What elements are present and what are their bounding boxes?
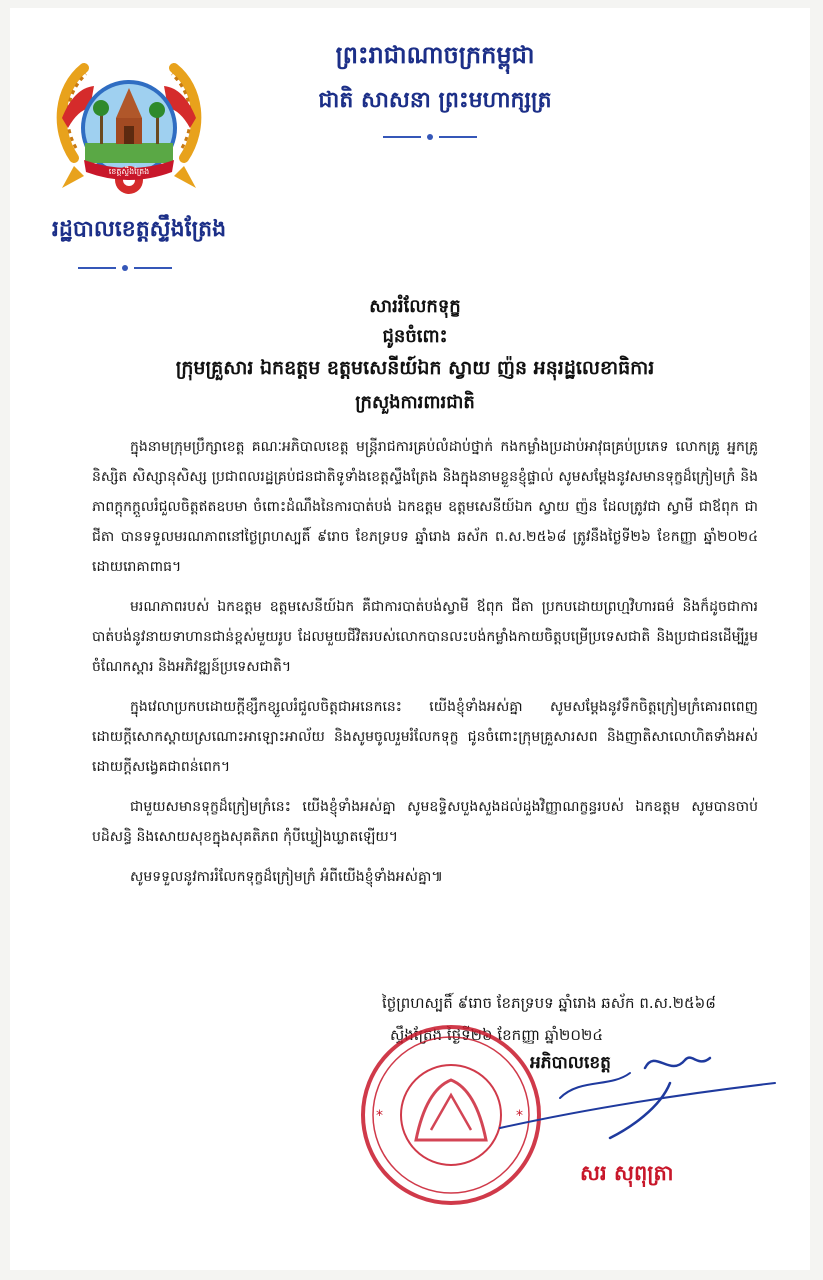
handwritten-signature [440,1038,780,1148]
paragraph: មរណភាពរបស់ ឯកឧត្តម ឧត្តមសេនីយ៍ឯក គឺជាការបាត់បង់ស្វាមី ឪពុក ជីតា ប្រកបដោយព្រហ្មវិហារធម៌ និងក៏ដូចជាការបាត់បង់នូវនាយទាហានជាន់ខ្ពស់មួយរូប ដែលមួយជីវិតរបស់លោកបានលះបង់កម្លាំងកាយចិត្តបម្រើប្រទេសជាតិ និងប្រជាជនដើម្បីរួមចំណែកស្តារ និងអភិវឌ្ឍន៍ប្រទេសជាតិ។ [92,599,758,675]
kingdom-title: ព្រះរាជាណាចក្រកម្ពុជា [335,41,535,69]
signer-name: សរ សុពុត្រា [580,1161,674,1185]
letter-body [92,432,758,902]
place-date: ស្ទឹងត្រែង ថ្ងៃទី២៦ ខែកញ្ញា ឆ្នាំ២០២៤ [390,1026,603,1044]
paragraph: ក្នុងនាមក្រុមប្រឹក្សាខេត្ត គណៈអភិបាលខេត្ត មន្ត្រីរាជការគ្រប់លំដាប់ថ្នាក់ កងកម្លាំងប្រដាប់អាវុធគ្រប់ប្រភេទ លោកគ្រូ អ្នកគ្រូ និស្សិត សិស្សានុសិស្ស ប្រជាពលរដ្ឋគ្រប់ជនជាតិទូទាំងខេត្តស្ទឹងត្រែង និងក្នុងនាមខ្លួនខ្ញុំផ្ទាល់ សូមសម្តែងនូវសមានទុក្ខដ៏ក្រៀមក្រំ និងភាពក្តុកក្តួលរំជួលចិត្តឥតឧបមា ចំពោះដំណឹងនៃការបាត់បង់ ឯកឧត្តម ឧត្តមសេនីយ៍ឯក ស្វាយ ញ៉ន ដែលត្រូវជា ស្វាមី ជាឪពុក ជាជីតា បានទទួលមរណភាពនៅថ្ងៃព្រហស្បតិ៍ ៩រោច ខែភទ្របទ ឆ្នាំរោង ឆស័ក ព.ស.២៥៦៨ ត្រូវនឹងថ្ងៃទី២៦ ខែកញ្ញា ឆ្នាំ២០២៤ ដោយរោគាពាធ។ [92,439,758,575]
recipient-line: ក្រុមគ្រួសារ ឯកឧត្តម ឧត្តមសេនីយ៍ឯក ស្វាយ ញ៉ន អនុរដ្ឋលេខាធិការ [175,357,655,379]
lunar-date: ថ្ងៃព្រហស្បតិ៍ ៩រោច ខែភទ្របទ ឆ្នាំរោង ឆស័ក ព.ស.២៥៦៨ [382,994,716,1012]
letter-heading: សាររំលែកទុក្ខ [369,296,461,317]
emblem-banner-text: ខេត្តស្ទឹងត្រែង [108,167,150,176]
paragraph: សូមទទួលនូវការរំលែកទុក្ខដ៏ក្រៀមក្រំ អំពីយើងខ្ញុំទាំងអស់គ្នា៕ [130,869,443,885]
header-ornament-left [60,263,190,273]
signer-title: អភិបាលខេត្ត [530,1053,611,1073]
letter-page [10,8,810,1270]
header-ornament-top [340,132,520,142]
svg-text:*: * [376,1108,383,1124]
paragraph: ជាមួយសមានទុក្ខដ៏ក្រៀមក្រំនេះ យើងខ្ញុំទាំងអស់គ្នា សូមឧទ្ទិសបួងសួងដល់ដួងវិញ្ញាណក្ខន្ធរបស់ ឯកឧត្តម សូមបានចាប់បដិសន្ធិ និងសោយសុខក្នុងសុគតិភព កុំបីឃ្លៀងឃ្លាតឡើយ។ [92,799,758,845]
svg-text:*: * [516,1108,523,1124]
addressed-to-label: ជូនចំពោះ [382,326,448,347]
province-admin-name: រដ្ឋបាលខេត្តស្ទឹងត្រែង [51,217,227,242]
paragraph: ក្នុងវេលាប្រកបដោយក្តីខ្សឹកខ្សួលរំជួលចិត្តជាអនេកនេះ យើងខ្ញុំទាំងអស់គ្នា សូមសម្តែងនូវទឹកចិត្តក្រៀមក្រំគោរពពេញដោយក្តីសោកស្តាយស្រណោះអាឡោះអាល័យ និងសូមចូលរួមរំលែកទុក្ខ ជូនចំពោះក្រុមគ្រួសារសព និងញាតិសាលោហិតទាំងអស់ ដោយក្តីសង្វេគជាពន់ពេក។ [92,699,758,775]
national-motto: ជាតិ សាសនា ព្រះមហាក្សត្រ [318,88,552,113]
ministry-line: ក្រសួងការពារជាតិ [355,392,475,413]
provincial-emblem [54,48,204,208]
